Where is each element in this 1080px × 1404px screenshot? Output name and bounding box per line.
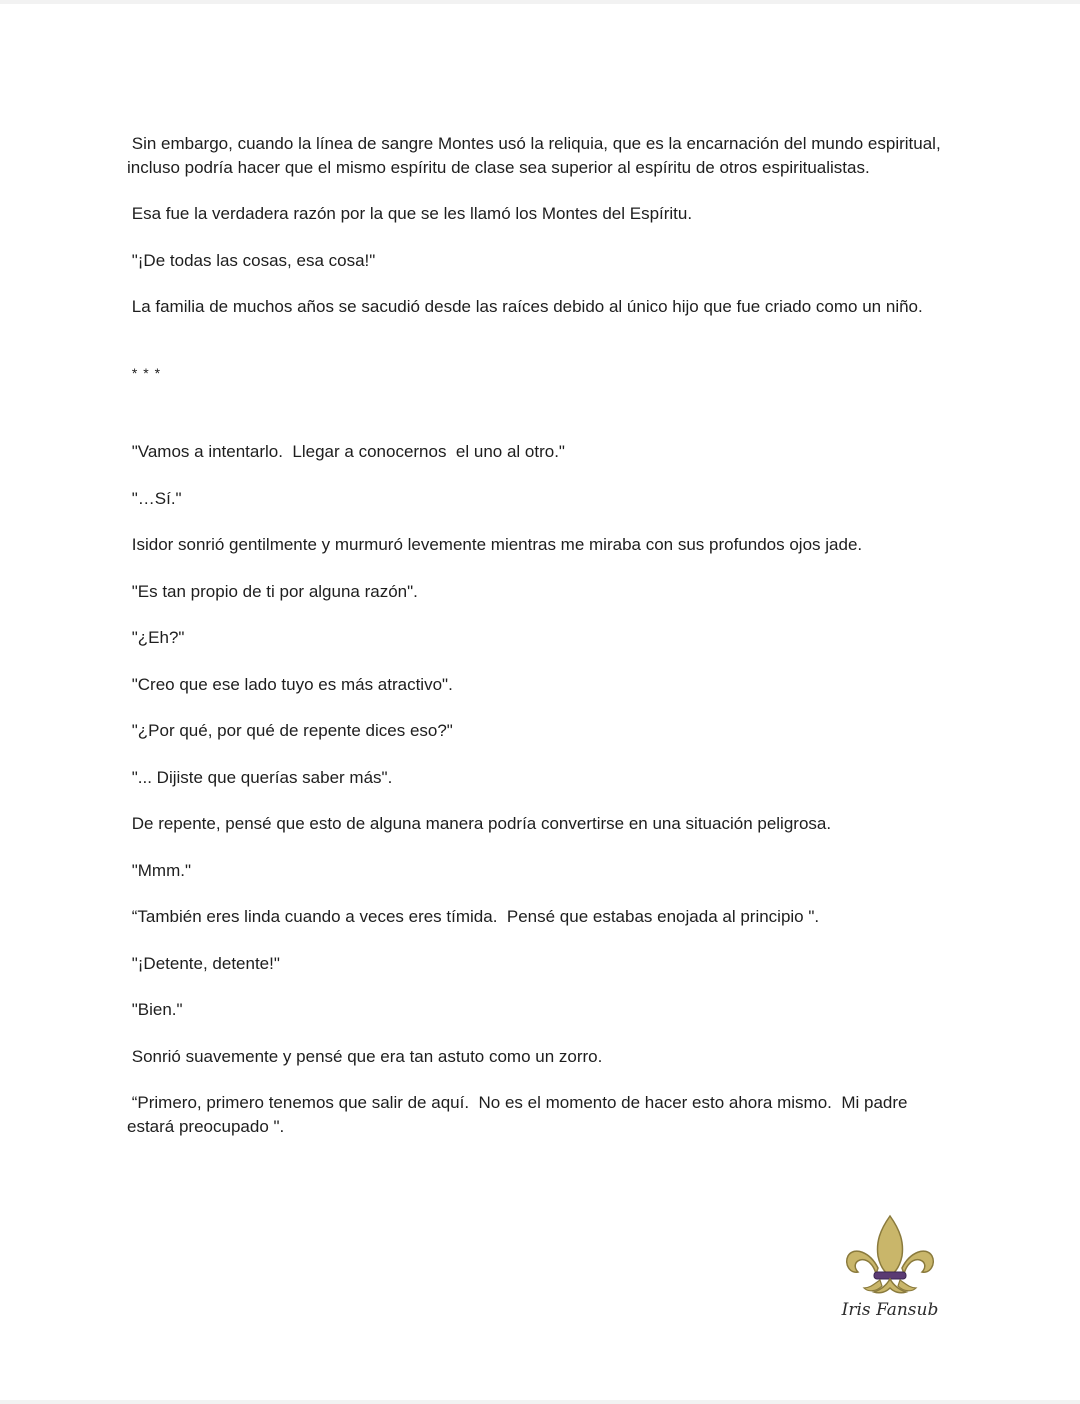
paragraph: Sin embargo, cuando la línea de sangre Montes usó la reliquia, que es la encarnación del mundo espiritual, incluso podría hacer que el mismo espíritu de clase sea superior al espíritu de otros espiritualistas. bbox=[127, 134, 946, 177]
paragraph: "Mmm." bbox=[127, 860, 192, 880]
document-text bbox=[127, 132, 947, 1161]
paragraph: "¡Detente, detente!" bbox=[127, 953, 280, 973]
paragraph: “También eres linda cuando a veces eres tímida. Pensé que estabas enojada al principio ". bbox=[127, 907, 820, 926]
paragraph: "Bien." bbox=[127, 1000, 183, 1019]
paragraph: "¡De todas las cosas, esa cosa!" bbox=[127, 250, 376, 270]
logo-text: Iris Fansub bbox=[841, 1300, 939, 1320]
paragraph: "... Dijiste que querías saber más". bbox=[127, 767, 393, 787]
paragraph: De repente, pensé que esto de alguna manera podría convertirse en una situación peligrosa. bbox=[127, 814, 832, 833]
paragraph: "Es tan propio de ti por alguna razón". bbox=[127, 581, 418, 601]
fleur-de-lis-icon bbox=[840, 1212, 940, 1298]
document-page bbox=[0, 4, 1080, 1400]
paragraph: "…Sí." bbox=[127, 488, 182, 508]
paragraph: "¿Por qué, por qué de repente dices eso?" bbox=[127, 721, 453, 740]
paragraph: “Primero, primero tenemos que salir de aquí. No es el momento de hacer esto ahora mismo. Mi padre estará preocupado ". bbox=[127, 1093, 913, 1136]
paragraph: La familia de muchos años se sacudió desde las raíces debido al único hijo que fue criado como un niño. bbox=[127, 297, 923, 316]
paragraph: Sonrió suavemente y pensé que era tan astuto como un zorro. bbox=[127, 1046, 603, 1066]
paragraph: Isidor sonrió gentilmente y murmuró levemente mientras me miraba con sus profundos ojos jade. bbox=[127, 535, 863, 554]
paragraph: "¿Eh?" bbox=[127, 628, 185, 647]
paragraph: Esa fue la verdadera razón por la que se les llamó los Montes del Espíritu. bbox=[127, 204, 693, 223]
iris-fansub-logo bbox=[840, 1212, 940, 1324]
scene-separator: * * * bbox=[127, 364, 162, 381]
paragraph: "Creo que ese lado tuyo es más atractivo". bbox=[127, 674, 453, 694]
paragraph: "Vamos a intentarlo. Llegar a conocernos el uno al otro." bbox=[127, 442, 565, 461]
